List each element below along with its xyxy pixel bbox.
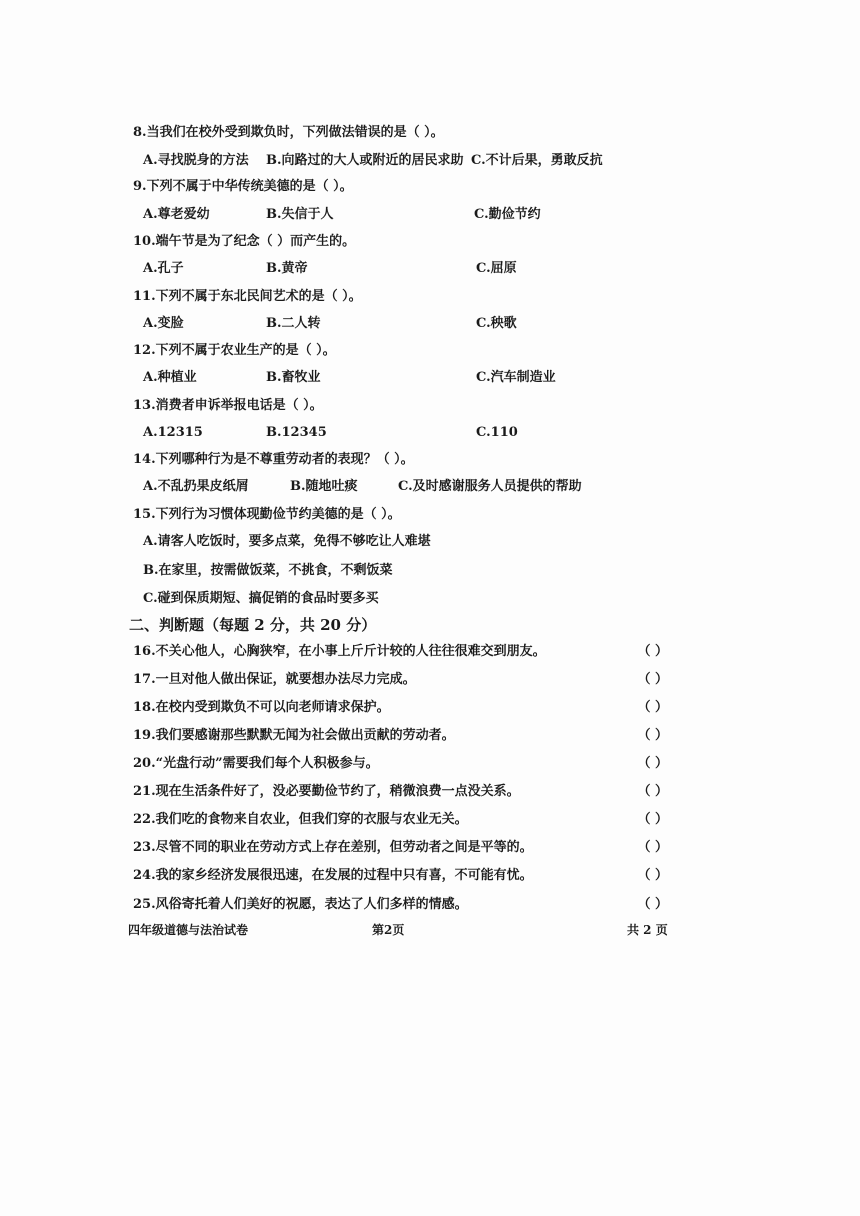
judgment-18	[133, 699, 668, 717]
footer-page-number: 第2页	[372, 923, 405, 937]
question-9-option-a: A.尊老爱幼	[143, 207, 210, 222]
footer-exam-title: 四年级道德与法治试卷	[128, 923, 249, 937]
question-11-option-c: C.秧歌	[476, 316, 517, 331]
question-12-stem: 12.下列不属于农业生产的是（ ）。	[133, 343, 336, 358]
question-8-option-a: A.寻找脱身的方法	[143, 153, 249, 168]
question-8-option-c: C.不计后果，勇敢反抗	[471, 153, 603, 168]
question-8-option-b: B.向路过的大人或附近的居民求助	[266, 153, 464, 168]
question-13-option-c: C.110	[476, 425, 518, 440]
judgment-text: 23.尽管不同的职业在劳动方式上存在差别，但劳动者之间是平等的。	[133, 840, 533, 855]
question-9-option-c: C.勤俭节约	[474, 207, 541, 222]
judgment-text: 22.我们吃的食物来自农业，但我们穿的衣服与农业无关。	[133, 812, 468, 827]
question-10-stem: 10.端午节是为了纪念（ ）而产生的。	[133, 234, 356, 249]
question-14-option-b: B.随地吐痰	[290, 479, 358, 494]
judgment-17	[133, 671, 668, 689]
question-13-option-a: A.12315	[143, 425, 203, 440]
question-11-stem: 11.下列不属于东北民间艺术的是（ ）。	[133, 289, 362, 304]
answer-blank: （ ）	[637, 868, 668, 883]
section-2-title: 二、判断题（每题 2 分，共 20 分）	[129, 616, 377, 634]
answer-blank: （ ）	[637, 840, 668, 855]
question-11-option-b: B.二人转	[266, 316, 321, 331]
judgment-text: 21.现在生活条件好了，没必要勤俭节约了，稍微浪费一点没关系。	[133, 784, 520, 799]
answer-blank: （ ）	[637, 700, 668, 715]
judgment-text: 20.“光盘行动”需要我们每个人积极参与。	[133, 756, 379, 771]
judgment-text: 19.我们要感谢那些默默无闻为社会做出贡献的劳动者。	[133, 728, 455, 743]
question-12-option-c: C.汽车制造业	[476, 370, 556, 385]
judgment-16	[133, 643, 668, 661]
judgment-text: 16.不关心他人，心胸狭窄，在小事上斤斤计较的人往往很难交到朋友。	[133, 644, 546, 659]
answer-blank: （ ）	[637, 672, 668, 687]
judgment-24	[133, 867, 668, 885]
question-15-option-b: B.在家里，按需做饭菜，不挑食，不剩饭菜	[143, 563, 393, 578]
question-12-option-a: A.种植业	[143, 370, 197, 385]
question-14-stem: 14.下列哪种行为是不尊重劳动者的表现？（ ）。	[133, 452, 414, 467]
answer-blank: （ ）	[637, 728, 668, 743]
question-13-option-b: B.12345	[266, 425, 327, 440]
judgment-text: 18.在校内受到欺负不可以向老师请求保护。	[133, 700, 390, 715]
question-9-option-b: B.失信于人	[266, 207, 334, 222]
question-15-option-a: A.请客人吃饭时，要多点菜，免得不够吃让人难堪	[143, 534, 431, 549]
answer-blank: （ ）	[637, 784, 668, 799]
judgment-23	[133, 839, 668, 857]
footer-page-total: 共 2 页	[627, 923, 668, 937]
judgment-19	[133, 727, 668, 745]
judgment-22	[133, 811, 668, 829]
question-10-option-a: A.孔子	[143, 261, 184, 276]
judgment-text: 24.我的家乡经济发展很迅速，在发展的过程中只有喜，不可能有忧。	[133, 868, 533, 883]
question-12-option-b: B.畜牧业	[266, 370, 321, 385]
answer-blank: （ ）	[637, 812, 668, 827]
question-13-stem: 13.消费者申诉举报电话是（ ）。	[133, 398, 323, 413]
question-10-option-c: C.屈原	[476, 261, 517, 276]
question-11-option-a: A.变脸	[143, 316, 184, 331]
question-15-option-c: C.碰到保质期短、搞促销的食品时要多买	[143, 591, 379, 606]
judgment-20	[133, 755, 668, 773]
judgment-21	[133, 783, 668, 801]
answer-blank: （ ）	[637, 897, 668, 912]
question-14-option-a: A.不乱扔果皮纸屑	[143, 479, 249, 494]
question-14-option-c: C.及时感谢服务人员提供的帮助	[398, 479, 582, 494]
judgment-25	[133, 896, 668, 914]
question-8-stem: 8.当我们在校外受到欺负时，下列做法错误的是（ ）。	[133, 125, 444, 140]
judgment-text: 17.一旦对他人做出保证，就要想办法尽力完成。	[133, 672, 416, 687]
judgment-text: 25.风俗寄托着人们美好的祝愿，表达了人们多样的情感。	[133, 897, 468, 912]
answer-blank: （ ）	[637, 756, 668, 771]
question-15-stem: 15.下列行为习惯体现勤俭节约美德的是（ ）。	[133, 507, 401, 522]
answer-blank: （ ）	[637, 644, 668, 659]
question-10-option-b: B.黄帝	[266, 261, 308, 276]
question-9-stem: 9.下列不属于中华传统美德的是（ ）。	[133, 179, 353, 194]
